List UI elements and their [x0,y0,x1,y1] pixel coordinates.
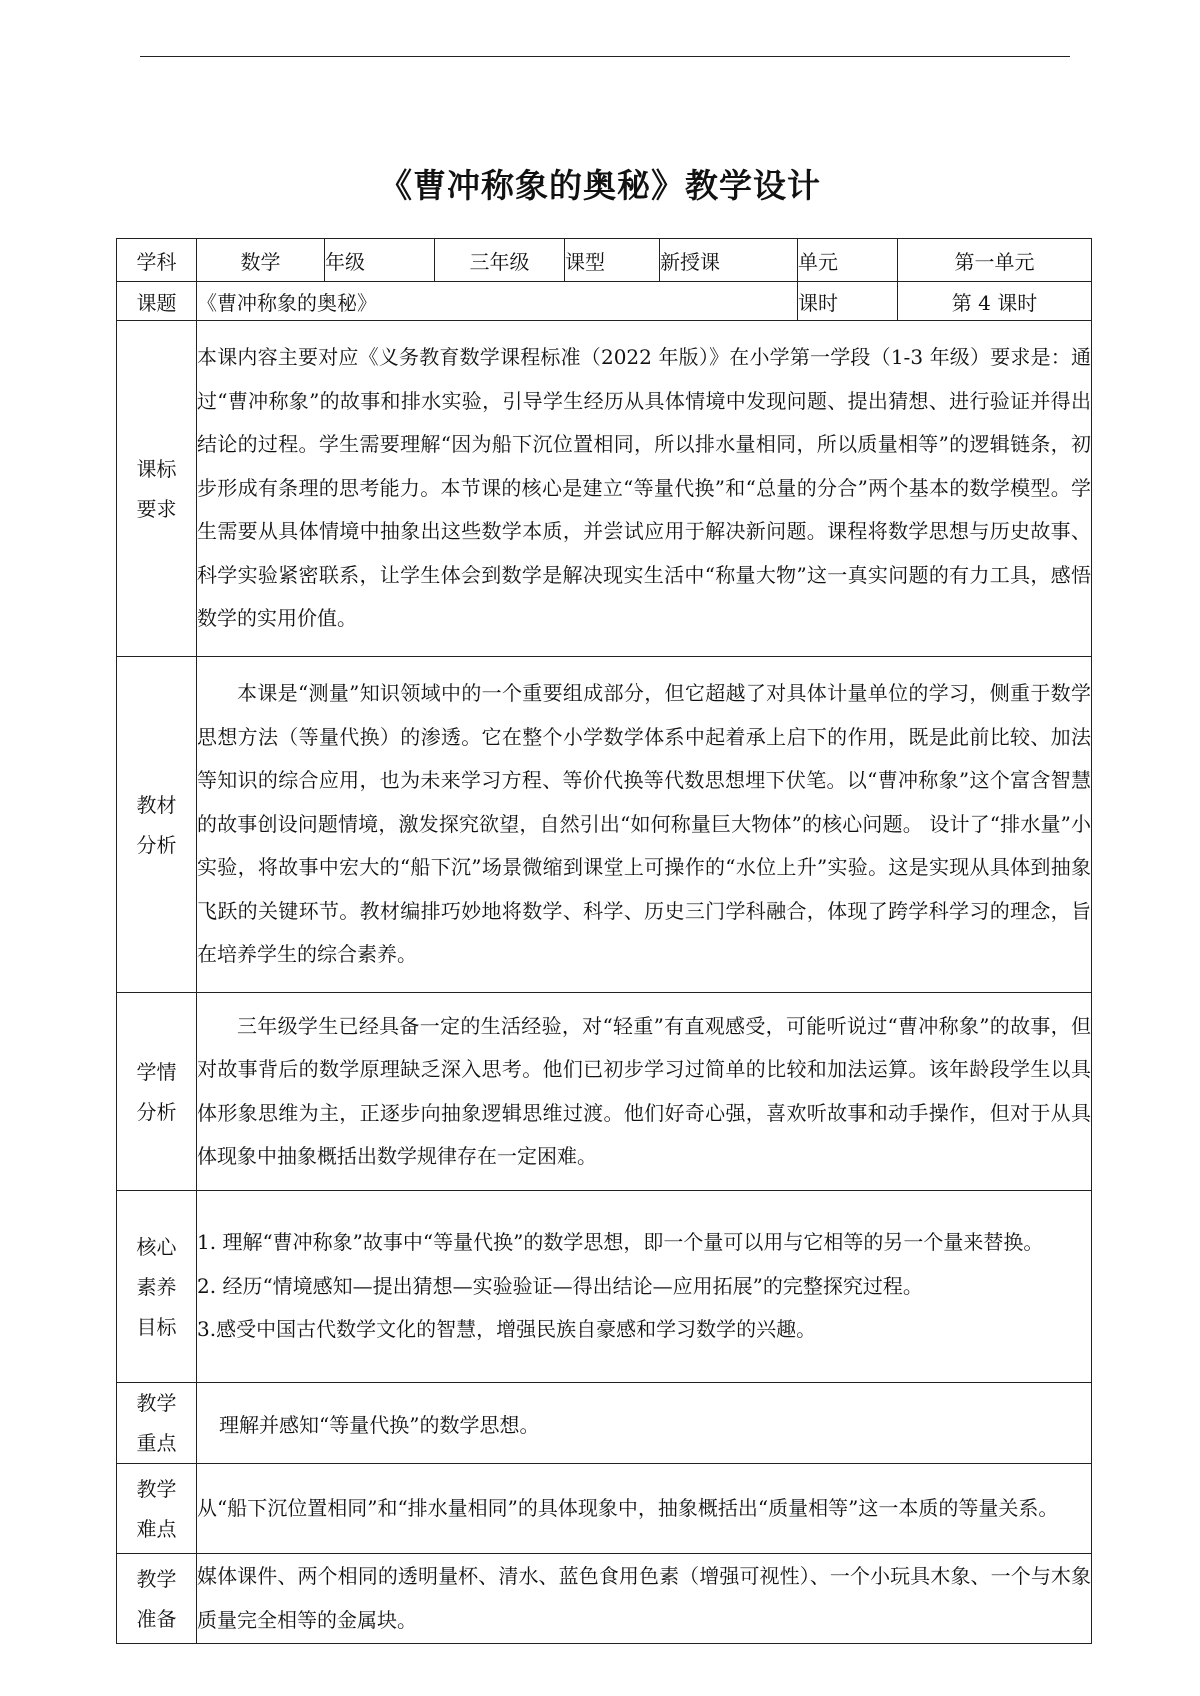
curriculum-label: 课标 要求 [117,321,197,657]
type-value: 新授课 [660,239,798,282]
goal-item: 2. 经历“情境感知—提出猜想—实验验证—得出结论—应用拓展”的完整探究过程。 [197,1273,923,1298]
grade-label: 年级 [325,239,435,282]
key-points-text: 理解并感知“等量代换”的数学思想。 [197,1383,1092,1464]
difficulties-label: 教学 难点 [117,1464,197,1554]
goal-item: 1. 理解“曹冲称象”故事中“等量代换”的数学思想，即一个量可以用与它相等的另一个量来替换。 [197,1230,1044,1255]
unit-value: 第一单元 [898,239,1092,282]
header-rule [140,56,1070,57]
unit-label: 单元 [798,239,898,282]
document-title: 《曹冲称象的奥秘》教学设计 [379,166,821,205]
subject-value: 数学 [197,239,325,282]
material-row [117,657,1092,993]
info-row-2 [117,282,1092,321]
topic-value: 《曹冲称象的奥秘》 [197,282,798,321]
difficulties-text: 从“船下沉位置相同”和“排水量相同”的具体现象中，抽象概括出“质量相等”这一本质的等量关系。 [197,1464,1092,1554]
period-label: 课时 [798,282,898,321]
key-points-row [117,1383,1092,1464]
students-row [117,993,1092,1191]
curriculum-text: 本课内容主要对应《义务教育数学课程标准（2022 年版）》在小学第一学段（1-3 年级）要求是：通过“曹冲称象”的故事和排水实验，引导学生经历从具体情境中发现问题、提出猜想、进行验证并得出结论的过程。学生需要理解“因为船下沉位置相同，所以排水量相同，所以质量相等”的逻辑链条，初步形成有条理的思考能力。本节课的核心是建立“等量代换”和“总量的分合”两个基本的数学模型。学生需要从具体情境中抽象出这些数学本质，并尝试应用于解决新问题。课程将数学思想与历史故事、科学实验紧密联系，让学生体会到数学是解决现实生活中“称量大物”这一真实问题的有力工具，感悟数学的实用价值。 [197,321,1092,657]
type-label: 课型 [565,239,660,282]
curriculum-row [117,321,1092,657]
lesson-plan-table [116,238,1092,1644]
grade-value: 三年级 [435,239,565,282]
students-label: 学情 分析 [117,993,197,1191]
key-points-label: 教学 重点 [117,1383,197,1464]
preparation-row [117,1554,1092,1644]
goals-label: 核心 素养 目标 [117,1191,197,1383]
goals-list [197,1191,1092,1383]
preparation-label: 教学 准备 [117,1554,197,1644]
material-label: 教材 分析 [117,657,197,993]
subject-label: 学科 [117,239,197,282]
info-row-1 [117,239,1092,282]
topic-label: 课题 [117,282,197,321]
goal-item: 3.感受中国古代数学文化的智慧，增强民族自豪感和学习数学的兴趣。 [197,1317,817,1342]
students-text: 三年级学生已经具备一定的生活经验，对“轻重”有直观感受，可能听说过“曹冲称象”的故事，但对故事背后的数学原理缺乏深入思考。他们已初步学习过简单的比较和加法运算。该年龄段学生以具体形象思维为主，正逐步向抽象逻辑思维过渡。他们好奇心强，喜欢听故事和动手操作，但对于从具体现象中抽象概括出数学规律存在一定困难。 [197,993,1092,1191]
difficulties-row [117,1464,1092,1554]
preparation-text: 媒体课件、两个相同的透明量杯、清水、蓝色食用色素（增强可视性）、一个小玩具木象、一个与木象质量完全相等的金属块。 [197,1554,1092,1644]
period-value: 第 4 课时 [898,282,1092,321]
goals-row [117,1191,1092,1383]
material-text: 本课是“测量”知识领域中的一个重要组成部分，但它超越了对具体计量单位的学习，侧重于数学思想方法（等量代换）的渗透。它在整个小学数学体系中起着承上启下的作用，既是此前比较、加法等知识的综合应用，也为未来学习方程、等价代换等代数思想埋下伏笔。以“曹冲称象”这个富含智慧的故事创设问题情境，激发探究欲望，自然引出“如何称量巨大物体”的核心问题。 设计了“排水量”小实验，将故事中宏大的“船下沉”场景微缩到课堂上可操作的“水位上升”实验。这是实现从具体到抽象飞跃的关键环节。教材编排巧妙地将数学、科学、历史三门学科融合，体现了跨学科学习的理念，旨在培养学生的综合素养。 [197,657,1092,993]
